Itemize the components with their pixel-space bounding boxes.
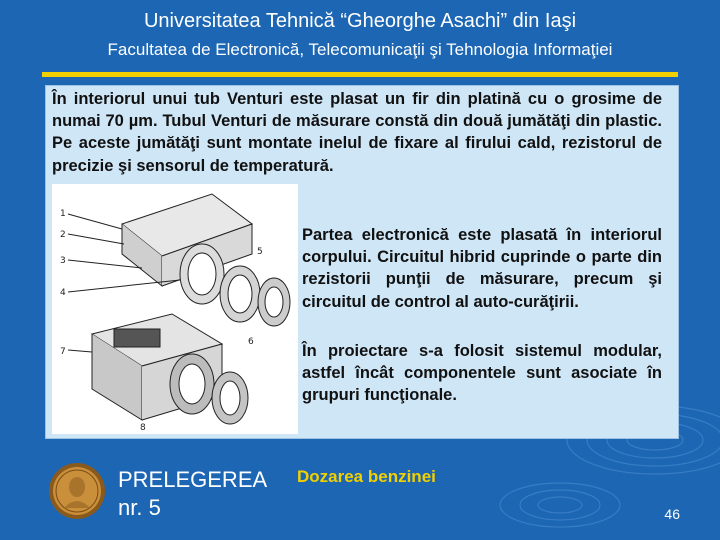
lecture-line-1: PRELEGEREA	[118, 467, 268, 492]
university-medallion-logo	[48, 462, 106, 520]
figure-label-5: 5	[257, 247, 263, 257]
lecture-subject: Dozarea benzinei	[297, 467, 436, 486]
lecture-number	[118, 466, 267, 522]
figure-label-4: 4	[60, 288, 66, 298]
university-title: Universitatea Tehnică “Gheorghe Asachi” din Iaşi	[143, 10, 577, 32]
venturi-sensor-figure	[52, 184, 298, 434]
page-number: 46	[664, 506, 680, 522]
paragraph-venturi-tube: În interiorul unui tub Venturi este plasat un fir din platină cu o grosime de numai 70 µm. Tubul Venturi de măsurare constă din două jumătăţi din plastic. Pe aceste jumătăţi sunt montate inelul de fixare al firului cald, rezistorul de precizie şi sensorul de temperatură.	[52, 90, 662, 175]
figure-label-8: 8	[140, 423, 146, 433]
faculty-subtitle: Facultatea de Electronică, Telecomunicaţii şi Tehnologia Informaţiei	[107, 40, 613, 59]
figure-label-1: 1	[60, 209, 66, 219]
figure-label-7: 7	[60, 347, 66, 357]
paragraph-modular-design: În proiectare s-a folosit sistemul modular, astfel încât componentele sunt asociate în grupuri funcţionale.	[302, 342, 662, 405]
lecture-line-2: nr. 5	[118, 495, 161, 520]
figure-label-3: 3	[60, 256, 66, 266]
figure-label-2: 2	[60, 230, 66, 240]
paragraph-electronics: Partea electronică este plasată în interiorul corpului. Circuitul hibrid cuprinde o parte din rezistorii punţii de măsurare, precum şi circuitul de control al auto-curăţirii.	[302, 226, 662, 311]
figure-label-6: 6	[248, 337, 254, 347]
title-divider	[42, 72, 678, 77]
